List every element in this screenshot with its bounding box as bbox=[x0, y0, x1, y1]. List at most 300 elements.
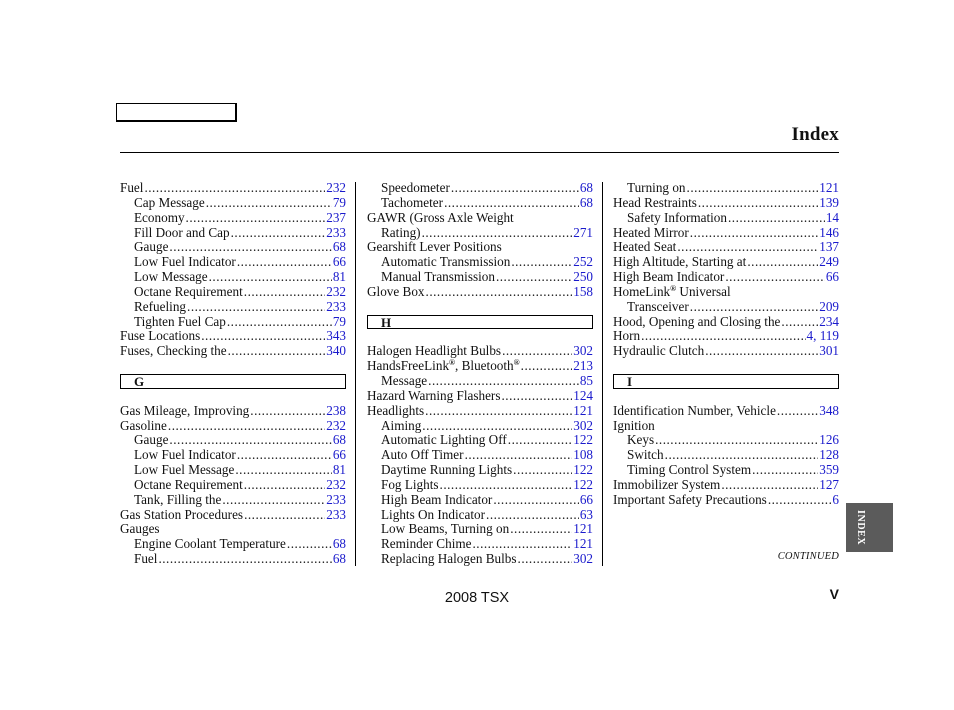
entry-text bbox=[134, 285, 243, 300]
page-reference-link[interactable]: 81 bbox=[332, 463, 346, 478]
page-reference-link[interactable]: 121 bbox=[573, 522, 593, 537]
dot-leader bbox=[287, 537, 332, 552]
entry-text bbox=[613, 315, 780, 330]
page-reference-link[interactable]: 343 bbox=[326, 329, 346, 344]
index-entry[interactable] bbox=[367, 181, 593, 196]
index-entry[interactable] bbox=[613, 196, 839, 211]
entry-term: Low Fuel Indicator bbox=[134, 255, 236, 270]
entry-term: Timing Control System bbox=[627, 463, 752, 478]
dot-leader bbox=[510, 522, 572, 537]
dot-leader bbox=[665, 448, 819, 463]
entry-text bbox=[381, 552, 517, 567]
entry-term: Headlights bbox=[367, 403, 425, 418]
index-column-1 bbox=[120, 181, 346, 567]
entry-text bbox=[134, 300, 186, 315]
continued-note: CONTINUED bbox=[777, 551, 839, 562]
entry-term: Glove Box bbox=[367, 284, 425, 299]
entry-text bbox=[381, 270, 495, 285]
entry-text bbox=[627, 448, 664, 463]
entry-term: Tachometer bbox=[381, 195, 444, 210]
dot-leader bbox=[201, 329, 325, 344]
entry-term-continued: , Bluetooth bbox=[455, 359, 514, 374]
index-entry[interactable] bbox=[613, 255, 839, 270]
dot-leader bbox=[237, 448, 332, 463]
dot-leader bbox=[655, 433, 818, 448]
entry-term: Halogen Headlight Bulbs bbox=[367, 344, 502, 359]
index-entry[interactable] bbox=[613, 404, 839, 419]
page-reference-link[interactable]: 81 bbox=[332, 270, 346, 285]
index-entry[interactable] bbox=[367, 374, 593, 389]
index-entry[interactable] bbox=[367, 448, 593, 463]
index-entry[interactable] bbox=[367, 270, 593, 285]
page-reference-link[interactable]: 79 bbox=[332, 314, 346, 329]
index-entry[interactable] bbox=[120, 493, 346, 508]
index-entry[interactable] bbox=[120, 537, 346, 552]
index-entry[interactable] bbox=[367, 389, 593, 404]
entry-term: Auto Off Timer bbox=[381, 448, 464, 463]
dot-leader bbox=[698, 196, 818, 211]
index-entry[interactable] bbox=[613, 270, 839, 285]
page-reference-link[interactable]: 238 bbox=[326, 403, 346, 418]
entry-term: Gauges bbox=[120, 522, 160, 537]
index-entry[interactable] bbox=[613, 433, 839, 448]
entry-term: Refueling bbox=[134, 299, 187, 314]
page-reference-link[interactable]: 359 bbox=[819, 463, 839, 478]
page-reference-link[interactable]: 121 bbox=[573, 537, 593, 552]
entry-text bbox=[134, 211, 185, 226]
index-entry[interactable] bbox=[367, 433, 593, 448]
dot-leader bbox=[521, 359, 573, 374]
index-entry[interactable] bbox=[120, 300, 346, 315]
entry-term: Tank, Filling the bbox=[134, 492, 222, 507]
index-entry[interactable] bbox=[120, 344, 346, 359]
entry-text bbox=[134, 255, 236, 270]
entry-text bbox=[367, 240, 502, 255]
entry-term: Transceiver bbox=[627, 299, 689, 314]
page-reference-link[interactable]: 233 bbox=[326, 507, 346, 522]
entry-text bbox=[367, 344, 501, 359]
entry-term: Heated Seat bbox=[613, 240, 677, 255]
index-entry[interactable] bbox=[613, 300, 839, 315]
index-entry-heading bbox=[367, 211, 593, 226]
entry-text bbox=[613, 478, 720, 493]
entry-term: Fuel bbox=[134, 552, 158, 567]
entry-text bbox=[367, 404, 424, 419]
entry-text bbox=[120, 522, 160, 537]
page-reference-link[interactable]: 4, 119 bbox=[806, 329, 839, 344]
page-reference-link[interactable]: 340 bbox=[326, 344, 346, 359]
dot-leader bbox=[687, 181, 819, 196]
entry-term: Gearshift Lever Positions bbox=[367, 240, 502, 255]
page-reference-link[interactable]: 85 bbox=[579, 373, 593, 388]
entry-text bbox=[134, 552, 157, 567]
page-reference-link[interactable]: 66 bbox=[825, 270, 839, 285]
dot-leader bbox=[496, 270, 572, 285]
entry-term: Gauge bbox=[134, 433, 169, 448]
entry-text bbox=[134, 463, 234, 478]
entry-text bbox=[627, 463, 751, 478]
index-entry[interactable] bbox=[120, 508, 346, 523]
dot-leader bbox=[493, 493, 578, 508]
dot-leader bbox=[186, 211, 326, 226]
entry-text bbox=[134, 478, 243, 493]
page-reference-link[interactable]: 14 bbox=[825, 210, 839, 225]
entry-text bbox=[381, 478, 439, 493]
entry-term: Speedometer bbox=[381, 181, 450, 195]
entry-term: Tighten Fuel Cap bbox=[134, 314, 226, 329]
page-reference-link[interactable]: 232 bbox=[326, 181, 346, 195]
entry-text bbox=[627, 433, 654, 448]
dot-leader bbox=[513, 463, 572, 478]
page-reference-link[interactable]: 79 bbox=[332, 195, 346, 210]
section-header: H bbox=[367, 315, 593, 330]
entry-text bbox=[120, 329, 200, 344]
page-reference-link[interactable]: 68 bbox=[332, 552, 346, 567]
page-reference-link[interactable]: 66 bbox=[579, 492, 593, 507]
registered-mark: ® bbox=[670, 284, 677, 293]
index-entry[interactable] bbox=[613, 493, 839, 508]
entry-term: Daytime Running Lights bbox=[381, 463, 513, 478]
page-reference-link[interactable]: 234 bbox=[819, 314, 839, 329]
entry-term: Fill Door and Cap bbox=[134, 225, 230, 240]
entry-text bbox=[134, 226, 230, 241]
entry-term: Replacing Halogen Bulbs bbox=[381, 552, 517, 567]
entry-text bbox=[613, 240, 676, 255]
dot-leader bbox=[222, 493, 325, 508]
index-entry-heading bbox=[613, 285, 839, 300]
entry-term: GAWR (Gross Axle Weight bbox=[367, 210, 514, 225]
entry-text bbox=[381, 419, 421, 434]
entry-term: Gas Station Procedures bbox=[120, 507, 244, 522]
page-reference-link[interactable]: 122 bbox=[573, 477, 593, 492]
dot-leader bbox=[209, 270, 332, 285]
index-entry[interactable] bbox=[120, 226, 346, 241]
entry-term: Fog Lights bbox=[381, 477, 439, 492]
entry-term: HomeLink bbox=[613, 284, 671, 299]
page-reference-link[interactable]: 250 bbox=[573, 270, 593, 285]
index-entry[interactable] bbox=[613, 226, 839, 241]
index-entry[interactable] bbox=[120, 419, 346, 434]
entry-text bbox=[134, 433, 168, 448]
entry-term: Fuses, Checking the bbox=[120, 344, 227, 359]
entry-text bbox=[134, 315, 226, 330]
entry-text bbox=[134, 448, 236, 463]
entry-term: HandsFreeLink bbox=[367, 359, 450, 374]
entry-text bbox=[381, 433, 507, 448]
index-entry[interactable] bbox=[367, 285, 593, 300]
entry-term: Aiming bbox=[381, 418, 422, 433]
page-reference-link[interactable]: 108 bbox=[573, 448, 593, 463]
page-reference-link[interactable]: 232 bbox=[326, 418, 346, 433]
page-reference-link[interactable]: 233 bbox=[326, 299, 346, 314]
page-reference-link[interactable]: 348 bbox=[819, 403, 839, 418]
dot-leader bbox=[244, 285, 325, 300]
entry-text bbox=[120, 508, 243, 523]
entry-text bbox=[627, 181, 686, 196]
index-entry[interactable] bbox=[367, 196, 593, 211]
index-entry[interactable] bbox=[367, 344, 593, 359]
entry-term: Turning on bbox=[627, 181, 686, 195]
dot-leader bbox=[725, 270, 824, 285]
dot-leader bbox=[472, 537, 572, 552]
dot-leader bbox=[168, 419, 325, 434]
page-reference-link[interactable]: 68 bbox=[332, 433, 346, 448]
dot-leader bbox=[690, 226, 818, 241]
page-reference-link[interactable]: 232 bbox=[326, 284, 346, 299]
index-entry[interactable] bbox=[120, 270, 346, 285]
page-reference-link[interactable]: 233 bbox=[326, 492, 346, 507]
index-entry[interactable] bbox=[367, 508, 593, 523]
entry-text bbox=[627, 211, 727, 226]
index-entry-heading bbox=[367, 240, 593, 255]
page-reference-link[interactable]: 302 bbox=[573, 344, 593, 359]
dot-leader bbox=[501, 389, 572, 404]
page-reference-link[interactable]: 249 bbox=[819, 255, 839, 270]
index-entry-heading bbox=[120, 522, 346, 537]
index-entry[interactable] bbox=[120, 448, 346, 463]
entry-term: Economy bbox=[134, 210, 185, 225]
page-reference-link[interactable]: 237 bbox=[326, 210, 346, 225]
dot-leader bbox=[518, 552, 573, 567]
index-entry[interactable] bbox=[613, 478, 839, 493]
entry-text bbox=[381, 463, 512, 478]
entry-text bbox=[134, 537, 286, 552]
column-divider bbox=[355, 182, 356, 566]
page-reference-link[interactable]: 122 bbox=[573, 433, 593, 448]
dot-leader bbox=[169, 433, 331, 448]
index-entry[interactable] bbox=[120, 478, 346, 493]
page-reference-link[interactable]: 121 bbox=[819, 181, 839, 195]
index-entry[interactable] bbox=[613, 181, 839, 196]
dot-leader bbox=[206, 196, 332, 211]
page-reference-link[interactable]: 121 bbox=[573, 403, 593, 418]
column-divider bbox=[602, 182, 603, 566]
entry-text bbox=[120, 404, 249, 419]
dot-leader bbox=[747, 255, 818, 270]
index-entry[interactable] bbox=[120, 196, 346, 211]
index-entry[interactable] bbox=[367, 359, 593, 374]
dot-leader bbox=[781, 315, 818, 330]
dot-leader bbox=[721, 478, 818, 493]
index-entry[interactable] bbox=[120, 463, 346, 478]
entry-text bbox=[613, 255, 746, 270]
dot-leader bbox=[690, 300, 818, 315]
entry-text bbox=[134, 196, 205, 211]
entry-text bbox=[381, 493, 492, 508]
dot-leader bbox=[705, 344, 818, 359]
page-reference-link[interactable]: 271 bbox=[573, 225, 593, 240]
entry-term: Gauge bbox=[134, 240, 169, 255]
dot-leader bbox=[244, 508, 325, 523]
dot-leader bbox=[187, 300, 325, 315]
entry-text bbox=[381, 508, 485, 523]
index-entry[interactable] bbox=[367, 493, 593, 508]
entry-term: Ignition bbox=[613, 418, 655, 433]
entry-text bbox=[613, 270, 724, 285]
entry-term-continued: Universal bbox=[676, 284, 731, 299]
entry-text bbox=[613, 226, 689, 241]
page-reference-link[interactable]: 68 bbox=[332, 240, 346, 255]
entry-term: Octane Requirement bbox=[134, 477, 243, 492]
index-entry[interactable] bbox=[367, 255, 593, 270]
index-entry[interactable] bbox=[120, 552, 346, 567]
index-entry[interactable] bbox=[613, 463, 839, 478]
entry-text bbox=[381, 226, 421, 241]
page-reference-link[interactable]: 63 bbox=[579, 507, 593, 522]
dot-leader bbox=[426, 285, 573, 300]
entry-term: Reminder Chime bbox=[381, 537, 472, 552]
entry-term: Manual Transmission bbox=[381, 270, 495, 285]
page-reference-link[interactable]: 252 bbox=[573, 255, 593, 270]
index-entry[interactable] bbox=[367, 226, 593, 241]
page-reference-link[interactable]: 66 bbox=[332, 255, 346, 270]
dot-leader bbox=[752, 463, 818, 478]
dot-leader bbox=[728, 211, 825, 226]
entry-term: Hydraulic Clutch bbox=[613, 344, 705, 359]
entry-text bbox=[367, 211, 514, 226]
index-entry[interactable] bbox=[613, 448, 839, 463]
page-reference-link[interactable]: 232 bbox=[326, 477, 346, 492]
entry-term: Fuse Locations bbox=[120, 329, 201, 344]
index-entry[interactable] bbox=[120, 240, 346, 255]
section-header: G bbox=[120, 374, 346, 389]
entry-term: Low Beams, Turning on bbox=[381, 522, 510, 537]
entry-text bbox=[381, 196, 443, 211]
footer-model: 2008 TSX bbox=[444, 590, 510, 606]
page-reference-link[interactable]: 127 bbox=[819, 477, 839, 492]
page-reference-link[interactable]: 139 bbox=[819, 195, 839, 210]
page-reference-link[interactable]: 213 bbox=[573, 359, 593, 374]
index-entry[interactable] bbox=[120, 181, 346, 196]
entry-term: Switch bbox=[627, 448, 664, 463]
dot-leader bbox=[502, 344, 572, 359]
entry-term: Low Fuel Indicator bbox=[134, 448, 236, 463]
header-rule bbox=[120, 152, 839, 153]
entry-term: Rating) bbox=[381, 225, 421, 240]
index-entry[interactable] bbox=[120, 285, 346, 300]
index-entry[interactable] bbox=[120, 255, 346, 270]
entry-text bbox=[381, 537, 471, 552]
index-entry[interactable] bbox=[613, 211, 839, 226]
page-reference-link[interactable]: 302 bbox=[573, 418, 593, 433]
index-entry[interactable] bbox=[120, 315, 346, 330]
page-reference-link[interactable]: 301 bbox=[819, 344, 839, 359]
dot-leader bbox=[641, 329, 805, 344]
dot-leader bbox=[440, 478, 573, 493]
dot-leader bbox=[227, 315, 332, 330]
index-entry[interactable] bbox=[120, 329, 346, 344]
index-entry[interactable] bbox=[367, 463, 593, 478]
page-reference-link[interactable]: 68 bbox=[579, 181, 593, 195]
dot-leader bbox=[768, 493, 832, 508]
page-reference-link[interactable]: 68 bbox=[332, 537, 346, 552]
page-reference-link[interactable]: 233 bbox=[326, 225, 346, 240]
dot-leader bbox=[422, 226, 573, 241]
entry-text bbox=[613, 344, 704, 359]
index-side-tab[interactable] bbox=[846, 503, 893, 552]
section-header: I bbox=[613, 374, 839, 389]
entry-text bbox=[381, 448, 464, 463]
entry-text bbox=[134, 270, 208, 285]
entry-term: Automatic Lighting Off bbox=[381, 433, 507, 448]
entry-text bbox=[134, 493, 221, 508]
dot-leader bbox=[465, 448, 573, 463]
dot-leader bbox=[244, 478, 325, 493]
index-entry[interactable] bbox=[613, 329, 839, 344]
index-entry[interactable] bbox=[120, 211, 346, 226]
entry-text bbox=[613, 419, 655, 434]
dot-leader bbox=[425, 404, 572, 419]
entry-text bbox=[381, 374, 427, 389]
entry-term: Head Restraints bbox=[613, 195, 697, 210]
index-entry[interactable] bbox=[367, 419, 593, 434]
index-entry[interactable] bbox=[367, 552, 593, 567]
page-reference-link[interactable]: 126 bbox=[819, 433, 839, 448]
entry-term: Low Fuel Message bbox=[134, 463, 235, 478]
entry-term: Immobilizer System bbox=[613, 477, 721, 492]
index-entry[interactable] bbox=[613, 240, 839, 255]
index-entry[interactable] bbox=[613, 315, 839, 330]
entry-text bbox=[613, 404, 776, 419]
dot-leader bbox=[777, 404, 818, 419]
index-entry[interactable] bbox=[120, 404, 346, 419]
registered-mark: ® bbox=[449, 359, 456, 368]
entry-text bbox=[627, 300, 689, 315]
dot-leader bbox=[508, 433, 572, 448]
index-entry[interactable] bbox=[613, 344, 839, 359]
page-reference-link[interactable]: 122 bbox=[573, 463, 593, 478]
page-reference-link[interactable]: 158 bbox=[573, 284, 593, 299]
registered-mark: ® bbox=[513, 359, 520, 368]
index-entry[interactable] bbox=[367, 404, 593, 419]
entry-text bbox=[120, 181, 143, 196]
entry-text bbox=[381, 255, 510, 270]
dot-leader bbox=[228, 344, 326, 359]
entry-text bbox=[381, 181, 450, 196]
index-column-3 bbox=[613, 181, 839, 508]
dot-leader bbox=[677, 240, 818, 255]
entry-text bbox=[613, 329, 640, 344]
entry-term: Important Safety Precautions bbox=[613, 492, 767, 507]
page-reference-link[interactable]: 146 bbox=[819, 225, 839, 240]
dot-leader bbox=[422, 419, 572, 434]
index-entry[interactable] bbox=[120, 433, 346, 448]
page-reference-link[interactable]: 209 bbox=[819, 299, 839, 314]
entry-text bbox=[613, 285, 731, 300]
dot-leader bbox=[237, 255, 332, 270]
page-reference-link[interactable]: 137 bbox=[819, 240, 839, 255]
page-reference-link[interactable]: 66 bbox=[332, 448, 346, 463]
entry-term: Horn bbox=[613, 329, 641, 344]
dot-leader bbox=[511, 255, 572, 270]
dot-leader bbox=[169, 240, 331, 255]
page-reference-link[interactable]: 128 bbox=[819, 448, 839, 463]
index-entry[interactable] bbox=[367, 522, 593, 537]
entry-text bbox=[367, 389, 500, 404]
page-reference-link[interactable]: 124 bbox=[573, 388, 593, 403]
entry-term: Safety Information bbox=[627, 210, 727, 225]
page-number: V bbox=[829, 586, 839, 602]
page-reference-link[interactable]: 302 bbox=[573, 552, 593, 567]
dot-leader bbox=[231, 226, 326, 241]
entry-term: Heated Mirror bbox=[613, 225, 689, 240]
index-entry[interactable] bbox=[367, 537, 593, 552]
page-reference-link[interactable]: 68 bbox=[579, 195, 593, 210]
index-entry[interactable] bbox=[367, 478, 593, 493]
entry-text bbox=[613, 196, 697, 211]
page-reference-link[interactable]: 6 bbox=[832, 492, 839, 507]
entry-term: Gasoline bbox=[120, 418, 167, 433]
